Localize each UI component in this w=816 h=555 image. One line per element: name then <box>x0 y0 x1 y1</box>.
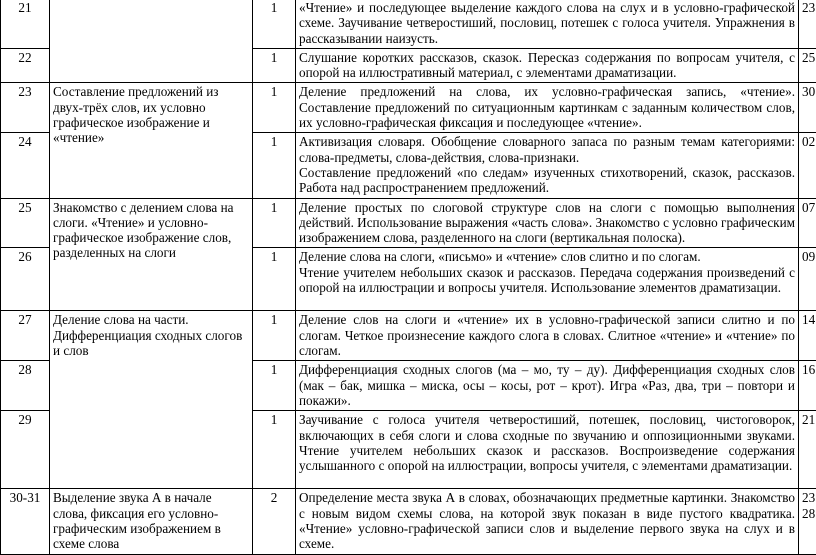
lesson-number: 21 <box>1 0 50 48</box>
lesson-content <box>296 361 799 411</box>
lesson-content <box>296 311 799 361</box>
date-value: 09 <box>802 249 813 264</box>
lesson-content <box>296 198 799 248</box>
content-paragraph: Дифференциация сходных слогов (ма – мо, ту – ду). Дифференциация сходных слов (мак – бак, мишка – миска, осы – косы, рот – крот). Игра «Раз, два, три – повтори и покажи». <box>299 362 795 408</box>
table-row <box>1 0 816 48</box>
date-value: 14 <box>802 312 813 327</box>
content-paragraph: Чтение учителем небольших сказок и рассказов. Передача содержания произведений с опорой на иллюстрации и вопросы учителя. Использование элементов драматизации. <box>299 265 795 296</box>
lesson-date <box>799 133 816 198</box>
lesson-content <box>296 0 799 48</box>
lesson-date <box>799 0 816 48</box>
date-value: 07 <box>802 200 813 215</box>
lesson-number: 28 <box>1 361 50 411</box>
lesson-content <box>296 48 799 83</box>
lesson-topic: Выделение звука А в начале слова, фиксация его условно-графическим изображением в схеме слова <box>50 489 253 555</box>
lesson-topic <box>50 0 253 83</box>
lesson-hours: 2 <box>253 489 296 555</box>
content-paragraph: Слушание коротких рассказов, сказок. Пересказ содержания по вопросам учителя, с опорой на иллюстративный материал, с элементами драматизации. <box>299 50 795 81</box>
date-value: 30 <box>802 84 813 99</box>
date-value: 25 <box>802 50 813 65</box>
date-value: 28 <box>802 506 813 521</box>
lesson-hours: 1 <box>253 361 296 411</box>
table-row <box>1 489 816 555</box>
date-value: 21 <box>802 412 813 427</box>
lesson-date <box>799 489 816 555</box>
content-paragraph: Определение места звука А в словах, обозначающих предметные картинки. Знакомство с новым видом схемы слова, на которой звук показан в виде пустого квадратика. «Чтение» условно-графической записи слов и выделение первого звука на слух и в схеме. <box>299 490 795 551</box>
table-row <box>1 311 816 361</box>
content-paragraph: Деление предложений на слова, их условно-графическая запись, «чтение». Составление предложений по ситуационным картинкам с заданным количеством слов, их условно-графическая фиксация и последующее «чтение». <box>299 84 795 130</box>
content-paragraph: Составление предложений «по следам» изученных стихотворений, сказок, рассказов. Работа над распространением предложений. <box>299 165 795 196</box>
lesson-date <box>799 48 816 83</box>
lesson-date <box>799 361 816 411</box>
content-paragraph: «Чтение» и последующее выделение каждого слова на слух и в условно-графической схеме. Заучивание четверостиший, пословиц, потешек с голоса учителя. Упражнения в рассказывании наизусть. <box>299 0 795 46</box>
lesson-date <box>799 411 816 489</box>
content-paragraph: Деление слова на слоги, «письмо» и «чтение» слов слитно и по слогам. <box>299 249 795 264</box>
lesson-content <box>296 248 799 311</box>
lesson-content <box>296 133 799 198</box>
lesson-content <box>296 83 799 133</box>
content-paragraph: Деление слов на слоги и «чтение» их в условно-графической записи слитно и по слогам. Четкое произнесение каждого слога в словах. Слитное «чтение» и «чтение» по слогам. <box>299 312 795 358</box>
lesson-hours: 1 <box>253 0 296 48</box>
lesson-hours: 1 <box>253 48 296 83</box>
lesson-topic: Составление предложений из двух-трёх слов, их условно графическое изображение и «чтение» <box>50 83 253 198</box>
lesson-date <box>799 198 816 248</box>
content-paragraph: Заучивание с голоса учителя четверостиший, потешек, пословиц, чистоговорок, включающих в себя слоги и слова сходные по звучанию и оппозиционными звуками. Чтение учителем небольших сказок и рассказов. Воспроизведение содержания услышанного с опорой на иллюстрации, вопросы учителя, с элементами драматизации. <box>299 412 795 473</box>
lesson-number: 29 <box>1 411 50 489</box>
lesson-hours: 1 <box>253 133 296 198</box>
lesson-number: 24 <box>1 133 50 198</box>
date-value: 23 <box>802 490 813 505</box>
lesson-hours: 1 <box>253 411 296 489</box>
table-row <box>1 198 816 248</box>
lesson-hours: 1 <box>253 311 296 361</box>
lesson-number: 30-31 <box>1 489 50 555</box>
lesson-topic: Деление слова на части. Дифференциация сходных слогов и слов <box>50 311 253 489</box>
date-value: 23 <box>802 0 813 15</box>
lesson-content <box>296 411 799 489</box>
lesson-date <box>799 248 816 311</box>
lesson-number: 26 <box>1 248 50 311</box>
lesson-hours: 1 <box>253 83 296 133</box>
date-value: 02 <box>802 134 813 149</box>
lesson-number: 22 <box>1 48 50 83</box>
lesson-date <box>799 83 816 133</box>
lesson-number: 23 <box>1 83 50 133</box>
lesson-number: 27 <box>1 311 50 361</box>
lesson-content <box>296 489 799 555</box>
content-paragraph: Деление простых по слоговой структуре слов на слоги с помощью выполнения действий. Использование выражения «часть слова». Знакомство с условно графическим изображением слова, разделенного на слоги (вертикальная полоска). <box>299 200 795 246</box>
lesson-topic: Знакомство с делением слова на слоги. «Чтение» и условно-графическое изображение слов, разделенных на слоги <box>50 198 253 311</box>
date-value: 16 <box>802 362 813 377</box>
table-row <box>1 83 816 133</box>
lesson-number: 25 <box>1 198 50 248</box>
content-paragraph: Активизация словаря. Обобщение словарного запаса по разным темам категориями: слова-предметы, слова-действия, слова-признаки. <box>299 134 795 165</box>
lesson-hours: 1 <box>253 248 296 311</box>
lesson-date <box>799 311 816 361</box>
lesson-hours: 1 <box>253 198 296 248</box>
